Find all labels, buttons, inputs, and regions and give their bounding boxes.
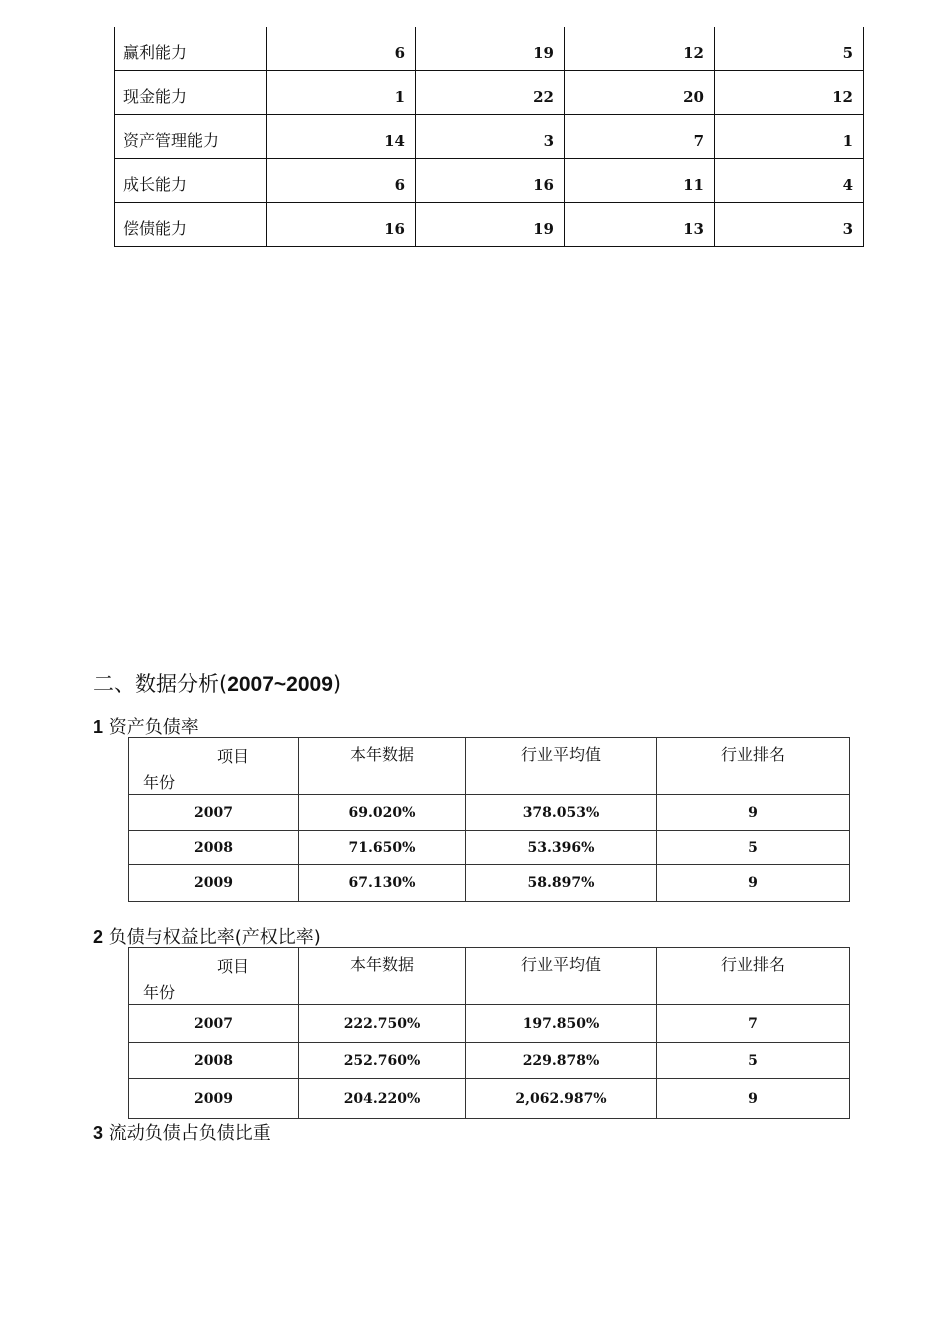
rank-value: 7 [565, 115, 715, 159]
table-row [115, 71, 864, 115]
current-value-cell: 252.760% [299, 1043, 466, 1079]
rank-value: 11 [565, 159, 715, 203]
rank-value: 20 [565, 71, 715, 115]
industry-avg-cell: 58.897% [466, 865, 657, 902]
rank-value: 12 [715, 71, 864, 115]
industry-avg-cell: 378.053% [466, 795, 657, 831]
row-label: 资产管理能力 [115, 115, 267, 159]
row-label: 现金能力 [115, 71, 267, 115]
current-value-cell: 71.650% [299, 831, 466, 865]
rank-value: 4 [715, 159, 864, 203]
section-title-prefix: 二、数据分析( [93, 672, 228, 696]
section-title-years: 2007~2009 [227, 673, 333, 696]
rank-value: 6 [267, 159, 416, 203]
rank-cell: 9 [657, 1079, 850, 1119]
debt-equity-ratio-table [128, 947, 850, 1119]
header-row [129, 738, 850, 795]
table-row [115, 27, 864, 71]
column-header: 行业平均值 [466, 948, 657, 1005]
rank-value: 19 [416, 27, 565, 71]
rank-value: 6 [267, 27, 416, 71]
industry-avg-cell: 197.850% [466, 1005, 657, 1043]
subsection-title: 负债与权益比率(产权比率) [108, 927, 321, 948]
rank-cell: 7 [657, 1005, 850, 1043]
rank-value: 16 [267, 203, 416, 247]
year-cell: 2008 [129, 831, 299, 865]
section-heading [93, 668, 341, 698]
row-label: 赢利能力 [115, 27, 267, 71]
corner-year-label: 年份 [143, 983, 176, 1002]
rank-value: 1 [267, 71, 416, 115]
rank-value: 22 [416, 71, 565, 115]
corner-cell [129, 738, 299, 795]
subsection-title: 流动负债占负债比重 [108, 1123, 271, 1144]
table-row [115, 203, 864, 247]
header-row [129, 948, 850, 1005]
current-value-cell: 222.750% [299, 1005, 466, 1043]
subsection-heading-3 [93, 1119, 271, 1145]
column-header: 行业排名 [657, 948, 850, 1005]
current-value-cell: 67.130% [299, 865, 466, 902]
rank-value: 19 [416, 203, 565, 247]
subsection-title: 资产负债率 [108, 717, 199, 738]
rank-cell: 5 [657, 1043, 850, 1079]
year-cell: 2007 [129, 1005, 299, 1043]
subsection-heading-1 [93, 713, 199, 739]
rank-value: 3 [715, 203, 864, 247]
year-cell: 2007 [129, 795, 299, 831]
table-row [115, 115, 864, 159]
debt-ratio-table [128, 737, 850, 902]
row-label: 偿债能力 [115, 203, 267, 247]
section-title-suffix: ) [332, 672, 342, 696]
industry-avg-cell: 229.878% [466, 1043, 657, 1079]
ranking-table [114, 27, 864, 247]
table-row [129, 1005, 850, 1043]
row-label: 成长能力 [115, 159, 267, 203]
rank-cell: 9 [657, 795, 850, 831]
year-cell: 2009 [129, 865, 299, 902]
subsection-heading-2 [93, 923, 321, 949]
column-header: 行业排名 [657, 738, 850, 795]
corner-item-label: 项目 [217, 957, 250, 976]
column-header: 本年数据 [299, 738, 466, 795]
table-row [115, 159, 864, 203]
rank-value: 14 [267, 115, 416, 159]
table-row [129, 1079, 850, 1119]
corner-cell [129, 948, 299, 1005]
year-cell: 2009 [129, 1079, 299, 1119]
table-row [129, 795, 850, 831]
year-cell: 2008 [129, 1043, 299, 1079]
rank-value: 13 [565, 203, 715, 247]
industry-avg-cell: 2,062.987% [466, 1079, 657, 1119]
subsection-number: 2 [93, 927, 104, 947]
rank-value: 16 [416, 159, 565, 203]
current-value-cell: 69.020% [299, 795, 466, 831]
table-row [129, 865, 850, 902]
industry-avg-cell: 53.396% [466, 831, 657, 865]
column-header: 本年数据 [299, 948, 466, 1005]
table-row [129, 831, 850, 865]
rank-value: 3 [416, 115, 565, 159]
rank-cell: 5 [657, 831, 850, 865]
rank-value: 1 [715, 115, 864, 159]
rank-cell: 9 [657, 865, 850, 902]
corner-year-label: 年份 [143, 773, 176, 792]
table-row [129, 1043, 850, 1079]
column-header: 行业平均值 [466, 738, 657, 795]
subsection-number: 3 [93, 1123, 104, 1143]
subsection-number: 1 [93, 717, 104, 737]
corner-item-label: 项目 [217, 747, 250, 766]
rank-value: 5 [715, 27, 864, 71]
rank-value: 12 [565, 27, 715, 71]
current-value-cell: 204.220% [299, 1079, 466, 1119]
